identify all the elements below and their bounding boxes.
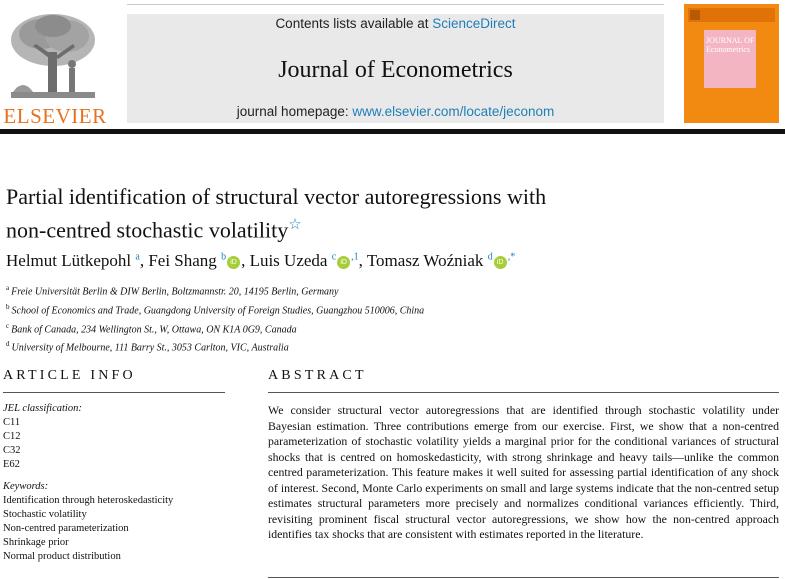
title-footnote-star-icon[interactable]: ☆ bbox=[288, 217, 302, 233]
affiliation-item bbox=[6, 281, 776, 300]
affiliation-item bbox=[6, 319, 776, 338]
author-name[interactable]: Helmut Lütkepohl bbox=[6, 251, 132, 270]
homepage-prefix: journal homepage: bbox=[236, 104, 353, 119]
article-title-line2: non-centred stochastic volatility bbox=[6, 217, 289, 243]
publisher-logo-text: ELSEVIER bbox=[3, 104, 107, 128]
jel-code: C12 bbox=[3, 431, 21, 442]
affiliation-item bbox=[6, 300, 776, 319]
affiliation-item bbox=[6, 337, 776, 356]
author-affiliation-mark[interactable]: d bbox=[487, 251, 493, 263]
affiliation-label: d bbox=[6, 340, 10, 349]
info-spacer bbox=[3, 472, 233, 480]
author-affiliation-mark[interactable]: b bbox=[221, 251, 227, 263]
contents-line bbox=[127, 16, 664, 31]
banner-top-rule bbox=[127, 4, 664, 5]
cover-publisher-mark bbox=[690, 10, 700, 20]
article-info-panel bbox=[3, 402, 233, 564]
homepage-link[interactable]: www.elsevier.com/locate/jeconom bbox=[352, 104, 555, 119]
cover-title-line2: Econometrics bbox=[706, 45, 750, 54]
affiliation-label: c bbox=[6, 321, 10, 330]
author-name[interactable]: Luis Uzeda bbox=[249, 251, 328, 270]
author-list bbox=[6, 251, 776, 271]
journal-banner bbox=[127, 14, 664, 123]
article-title-line1: Partial identification of structural vector autoregressions with bbox=[6, 184, 547, 209]
affiliation-list bbox=[6, 281, 776, 356]
affiliation-text: School of Economics and Trade, Guangdong University of Foreign Studies, Guangzhou 510006, China bbox=[11, 305, 425, 317]
cover-header-strip bbox=[688, 8, 775, 22]
author-name[interactable]: Tomasz Woźniak bbox=[366, 251, 484, 270]
cover-title-line1: JOURNAL OF bbox=[706, 36, 755, 45]
orcid-icon[interactable]: iD bbox=[227, 256, 240, 269]
keyword-item: Identification through heteroskedasticity bbox=[3, 495, 174, 506]
jel-heading: JEL classification: bbox=[3, 403, 82, 414]
abstract-heading: ABSTRACT bbox=[268, 368, 367, 383]
affiliation-text: University of Melbourne, 111 Barry St., 3053 Carlton, VIC, Australia bbox=[11, 342, 289, 354]
affiliation-label: b bbox=[6, 302, 10, 311]
keyword-item: Stochastic volatility bbox=[3, 509, 87, 520]
contents-prefix: Contents lists available at bbox=[275, 16, 433, 31]
author-separator: , bbox=[139, 251, 149, 270]
sciencedirect-link[interactable]: ScienceDirect bbox=[432, 16, 516, 31]
keywords-heading: Keywords: bbox=[3, 481, 49, 492]
jel-code: C11 bbox=[3, 417, 21, 428]
article-info-heading: ARTICLE INFO bbox=[3, 368, 136, 383]
journal-cover-thumbnail[interactable] bbox=[684, 4, 779, 123]
affiliation-label: a bbox=[6, 284, 10, 292]
affiliation-text: Bank of Canada, 234 Wellington St., W, Ottawa, ON K1A 0G9, Canada bbox=[11, 323, 297, 335]
jel-code: E62 bbox=[3, 459, 20, 470]
journal-title[interactable]: Journal of Econometrics bbox=[278, 57, 513, 83]
cover-title bbox=[706, 36, 756, 54]
abstract-bottom-rule bbox=[268, 577, 779, 578]
author-separator: , bbox=[241, 251, 250, 270]
author-footnote-mark[interactable]: ,* bbox=[507, 251, 516, 263]
article-title bbox=[6, 183, 706, 244]
jel-code: C32 bbox=[3, 445, 21, 456]
article-info-rule bbox=[3, 392, 225, 393]
header-divider bbox=[0, 129, 785, 134]
abstract-rule bbox=[268, 392, 779, 393]
keyword-item: Normal product distribution bbox=[3, 551, 121, 562]
affiliation-text: Freie Universität Berlin & DIW Berlin, Boltzmannstr. 20, 14195 Berlin, Germany bbox=[11, 286, 339, 298]
keyword-item: Non-centred parameterization bbox=[3, 523, 129, 534]
abstract-text: We consider structural vector autoregressions that are identified through stochastic volatility under Bayesian estimation. Three contributions emerge from our exercise. First, we show that a non-centred parameterization of stochastic volatility yields a marginal prior for the conditional variances of structural shocks that is centred on homoskedasticity, with strong shrinkage and heavy tails—unlike the common centred parameterization. This feature makes it well suited for assessing partial identification of any shock of interest. Second, Monte Carlo experiments on small and large systems indicate that the non-centred setup estimates structural parameters more precisely and normalizes conditional variances efficiently. Third, revisiting prominent fiscal structural vector autoregressions, we show how the non-centred approach identifies tax shocks that are consistent with estimates reported in the literature. bbox=[268, 403, 779, 541]
author-affiliation-mark[interactable]: c bbox=[331, 251, 337, 263]
orcid-icon[interactable]: iD bbox=[494, 256, 507, 269]
orcid-icon[interactable]: iD bbox=[337, 256, 350, 269]
author-separator: , bbox=[358, 251, 367, 270]
author-footnote-mark[interactable]: ,1 bbox=[351, 251, 359, 263]
keyword-item: Shrinkage prior bbox=[3, 537, 69, 548]
author-name[interactable]: Fei Shang bbox=[148, 251, 217, 270]
author-affiliation-mark[interactable]: a bbox=[135, 251, 140, 263]
homepage-line bbox=[127, 104, 664, 119]
